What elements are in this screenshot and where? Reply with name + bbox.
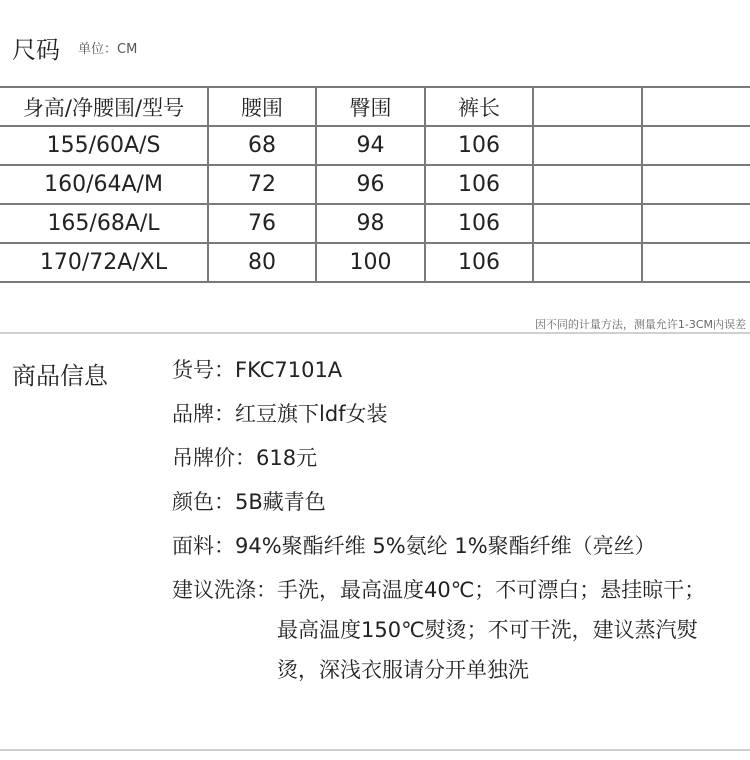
table-cell: 80 [208,243,316,282]
size-unit: 单位：CM [78,42,138,57]
wash-label: 建议洗涤： [172,578,277,602]
table-cell: 98 [316,204,425,243]
measurement-note: 因不同的计量方法，测量允许1-3CM内误差 [534,318,746,331]
table-header-row [0,87,750,126]
table-cell: 100 [316,243,425,282]
info-color: 颜色：5B藏青色 [172,490,326,514]
table-cell [533,243,642,282]
table-cell: 106 [425,165,533,204]
table-cell: 165/68A/L [0,204,208,243]
table-cell: 94 [316,126,425,165]
info-tag-price: 吊牌价：618元 [172,446,318,470]
info-brand: 品牌：红豆旗下ldf女装 [172,402,388,426]
info-wash [172,576,732,696]
table-cell [533,165,642,204]
table-cell: 160/64A/M [0,165,208,204]
table-cell [642,243,750,282]
table-cell [533,126,642,165]
table-cell [533,204,642,243]
header-pant-length: 裤长 [425,87,533,126]
header-height-waist-size: 身高/净腰围/型号 [0,87,208,126]
bottom-divider [0,749,750,751]
table-row [0,165,750,204]
header-empty [533,87,642,126]
table-row [0,204,750,243]
table-cell: 72 [208,165,316,204]
table-cell: 68 [208,126,316,165]
wash-line: 烫，深浅衣服请分开单独洗 [277,658,529,682]
size-table [0,86,750,283]
section-divider [0,332,750,334]
table-cell: 155/60A/S [0,126,208,165]
product-info-title: 商品信息 [12,362,108,390]
table-cell: 170/72A/XL [0,243,208,282]
wash-line: 最高温度150℃熨烫；不可干洗，建议蒸汽熨 [277,618,698,642]
wash-instructions [277,576,705,696]
table-cell: 106 [425,243,533,282]
table-cell: 96 [316,165,425,204]
product-info-list [172,356,732,712]
table-cell: 106 [425,126,533,165]
table-cell: 76 [208,204,316,243]
table-row [0,243,750,282]
table-cell [642,126,750,165]
header-waist: 腰围 [208,87,316,126]
wash-line: 手洗，最高温度40℃；不可漂白；悬挂晾干； [277,578,706,602]
table-row [0,126,750,165]
header-hip: 臀围 [316,87,425,126]
header-empty [642,87,750,126]
table-cell [642,165,750,204]
info-sku: 货号：FKC7101A [172,358,343,382]
table-cell: 106 [425,204,533,243]
size-title: 尺码 [12,36,60,64]
info-fabric: 面料：94%聚酯纤维 5%氨纶 1%聚酯纤维（亮丝） [172,534,656,558]
table-cell [642,204,750,243]
